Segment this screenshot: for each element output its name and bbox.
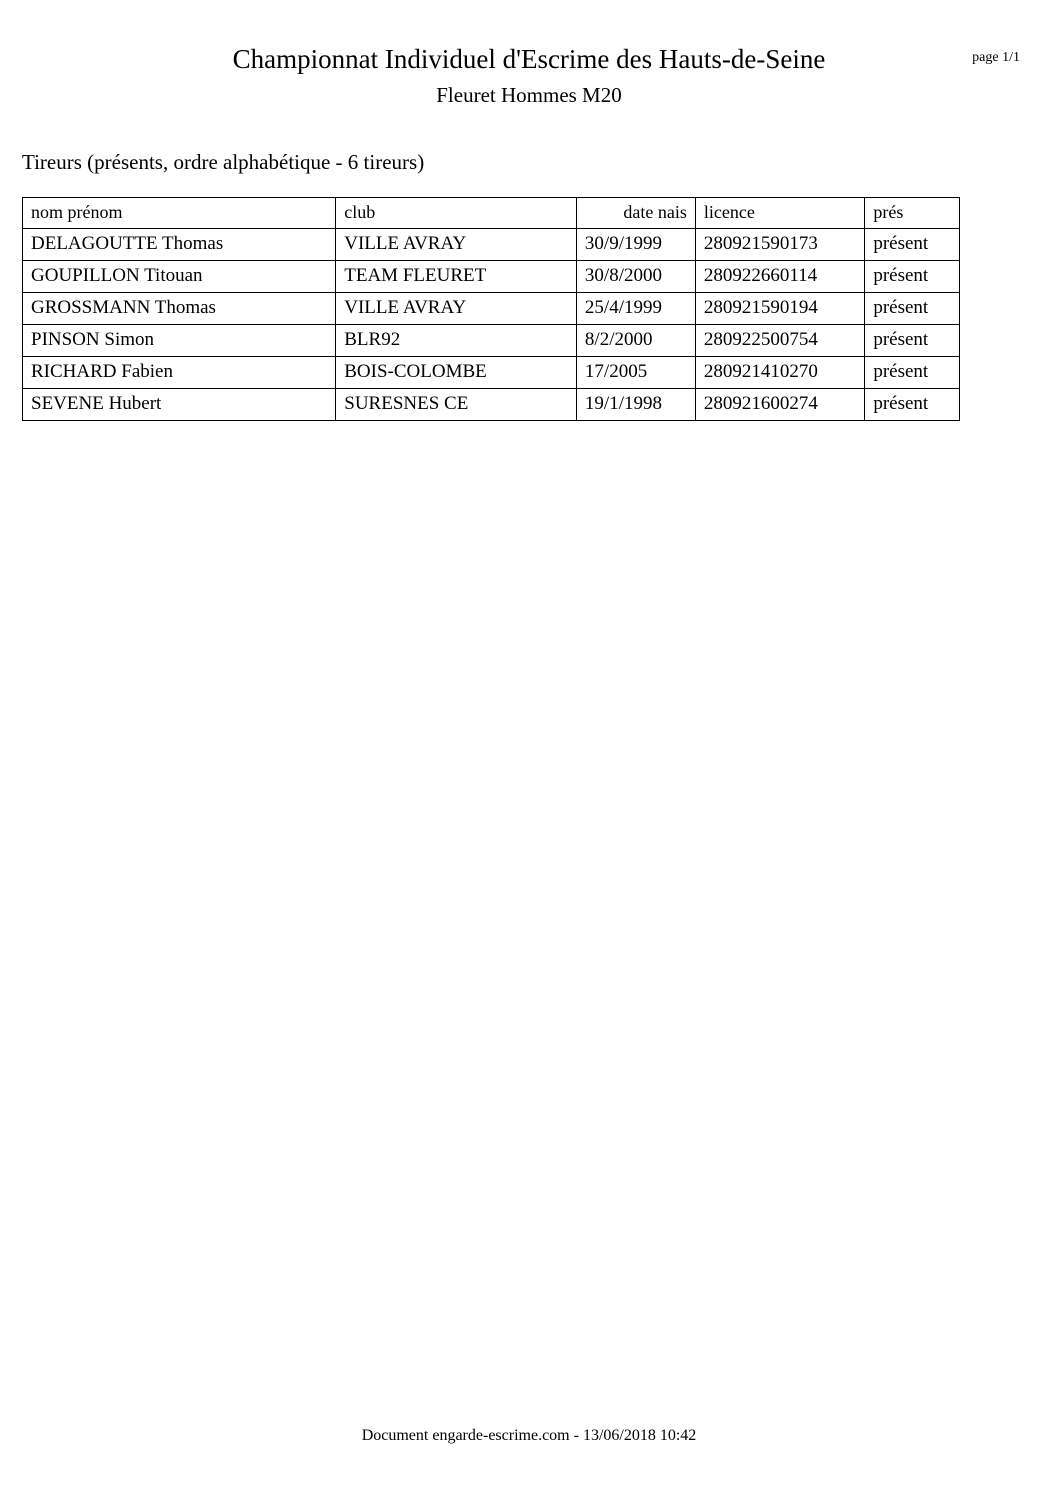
- cell-licence: 280922500754: [695, 325, 865, 357]
- table-row: [23, 229, 960, 261]
- cell-club: VILLE AVRAY: [336, 293, 577, 325]
- cell-licence: 280921590194: [695, 293, 865, 325]
- cell-birthdate: 30/8/2000: [576, 261, 695, 293]
- table-body: [23, 229, 960, 421]
- cell-birthdate: 25/4/1999: [576, 293, 695, 325]
- cell-club: BLR92: [336, 325, 577, 357]
- cell-presence: présent: [865, 229, 960, 261]
- table-row: [23, 389, 960, 421]
- cell-name: PINSON Simon: [23, 325, 336, 357]
- document-footer: Document engarde-escrime.com - 13/06/2018 10:42: [361, 1427, 697, 1444]
- cell-licence: 280922660114: [695, 261, 865, 293]
- column-header-presence: prés: [865, 198, 960, 229]
- column-header-licence: licence: [695, 198, 865, 229]
- cell-club: VILLE AVRAY: [336, 229, 577, 261]
- cell-name: RICHARD Fabien: [23, 357, 336, 389]
- cell-birthdate: 30/9/1999: [576, 229, 695, 261]
- cell-name: GOUPILLON Titouan: [23, 261, 336, 293]
- table-row: [23, 261, 960, 293]
- cell-licence: 280921590173: [695, 229, 865, 261]
- column-header-birthdate: date nais: [576, 198, 695, 229]
- page-subtitle: Fleuret Hommes M20: [436, 83, 622, 108]
- page-title: Championnat Individuel d'Escrime des Hauts-de-Seine: [232, 44, 826, 74]
- cell-name: DELAGOUTTE Thomas: [23, 229, 336, 261]
- cell-birthdate: 19/1/1998: [576, 389, 695, 421]
- cell-licence: 280921600274: [695, 389, 865, 421]
- cell-presence: présent: [865, 261, 960, 293]
- fencers-table: [22, 197, 960, 421]
- cell-club: BOIS-COLOMBE: [336, 357, 577, 389]
- section-heading: Tireurs (présents, ordre alphabétique - 6 tireurs): [22, 150, 425, 175]
- cell-licence: 280921410270: [695, 357, 865, 389]
- table-row: [23, 325, 960, 357]
- table-header-row: [23, 198, 960, 229]
- table-header: [23, 198, 960, 229]
- cell-birthdate: 8/2/2000: [576, 325, 695, 357]
- cell-club: TEAM FLEURET: [336, 261, 577, 293]
- cell-presence: présent: [865, 325, 960, 357]
- cell-club: SURESNES CE: [336, 389, 577, 421]
- table-row: [23, 293, 960, 325]
- table-row: [23, 357, 960, 389]
- title-block: [0, 0, 1058, 108]
- cell-presence: présent: [865, 293, 960, 325]
- cell-name: SEVENE Hubert: [23, 389, 336, 421]
- column-header-club: club: [336, 198, 577, 229]
- cell-birthdate: 17/2005: [576, 357, 695, 389]
- cell-presence: présent: [865, 389, 960, 421]
- page-number-label: page 1/1: [972, 50, 1020, 65]
- cell-presence: présent: [865, 357, 960, 389]
- cell-name: GROSSMANN Thomas: [23, 293, 336, 325]
- column-header-name: nom prénom: [23, 198, 336, 229]
